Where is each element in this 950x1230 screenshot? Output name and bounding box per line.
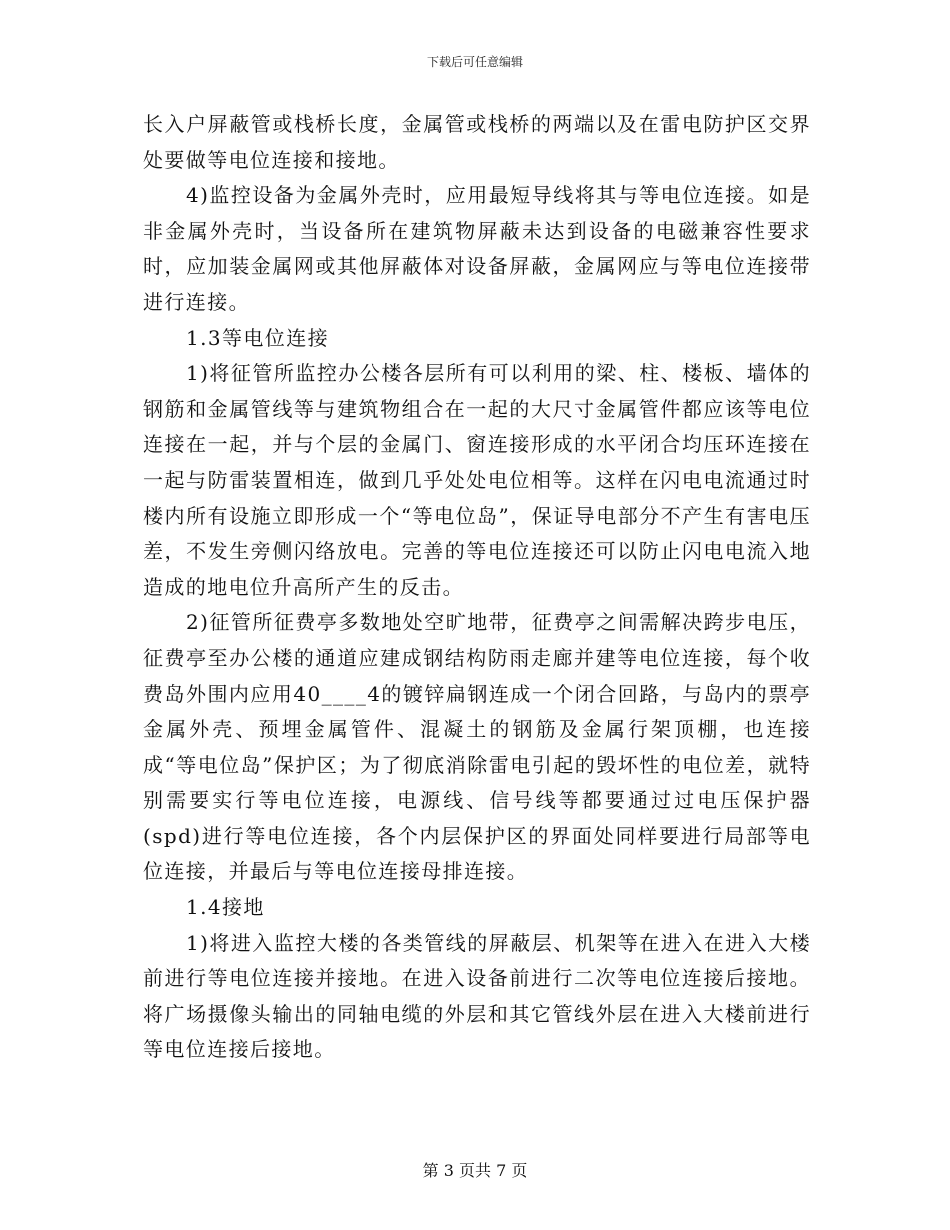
document-body — [143, 107, 811, 1068]
page-number: 第 3 页共 7 页 — [422, 1161, 528, 1180]
header-note: 下载后可任意编辑 — [426, 55, 523, 69]
paragraph: 4)监控设备为金属外壳时，应用最短导线将其与等电位连接。如是非金属外壳时，当设备所在建筑物屏蔽未达到设备的电磁兼容性要求时，应加装金属网或其他屏蔽体对设备屏蔽，金属网应与等电位连接带进行连接。 — [143, 183, 811, 314]
paragraph: 2)征管所征费亭多数地处空旷地带，征费亭之间需解决跨步电压，征费亭至办公楼的通道应建成钢结构防雨走廊并建等电位连接，每个收费岛外围内应用40____4的镀锌扁钢连成一个闭合回路，与岛内的票亭金属外壳、预埋金属管件、混凝土的钢筋及金属行架顶棚，也连接成“等电位岛”保护区；为了彻底消除雷电引起的毁坏性的电位差，就特别需要实行等电位连接，电源线、信号线等都要通过过电压保护器(spd)进行等电位连接，各个内层保护区的界面处同样要进行局部等电位连接，并最后与等电位连接母排连接。 — [143, 610, 811, 884]
paragraph: 1)将征管所监控办公楼各层所有可以利用的梁、柱、楼板、墙体的钢筋和金属管线等与建筑物组合在一起的大尺寸金属管件都应该等电位连接在一起，并与个层的金属门、窗连接形成的水平闭合均压环连接在一起与防雷装置相连，做到几乎处处电位相等。这样在闪电电流通过时楼内所有设施立即形成一个“等电位岛”，保证导电部分不产生有害电压差，不发生旁侧闪络放电。完善的等电位连接还可以防止闪电电流入地造成的地电位升高所产生的反击。 — [143, 361, 811, 599]
section-heading: 1.3等电位连接 — [186, 325, 330, 350]
section-heading: 1.4接地 — [186, 895, 265, 920]
paragraph: 长入户屏蔽管或栈桥长度，金属管或栈桥的两端以及在雷电防护区交界处要做等电位连接和接地。 — [143, 112, 811, 172]
paragraph: 1)将进入监控大楼的各类管线的屏蔽层、机架等在进入在进入大楼前进行等电位连接并接地。在进入设备前进行二次等电位连接后接地。将广场摄像头输出的同轴电缆的外层和其它管线外层在进入大楼前进行等电位连接后接地。 — [143, 930, 811, 1062]
